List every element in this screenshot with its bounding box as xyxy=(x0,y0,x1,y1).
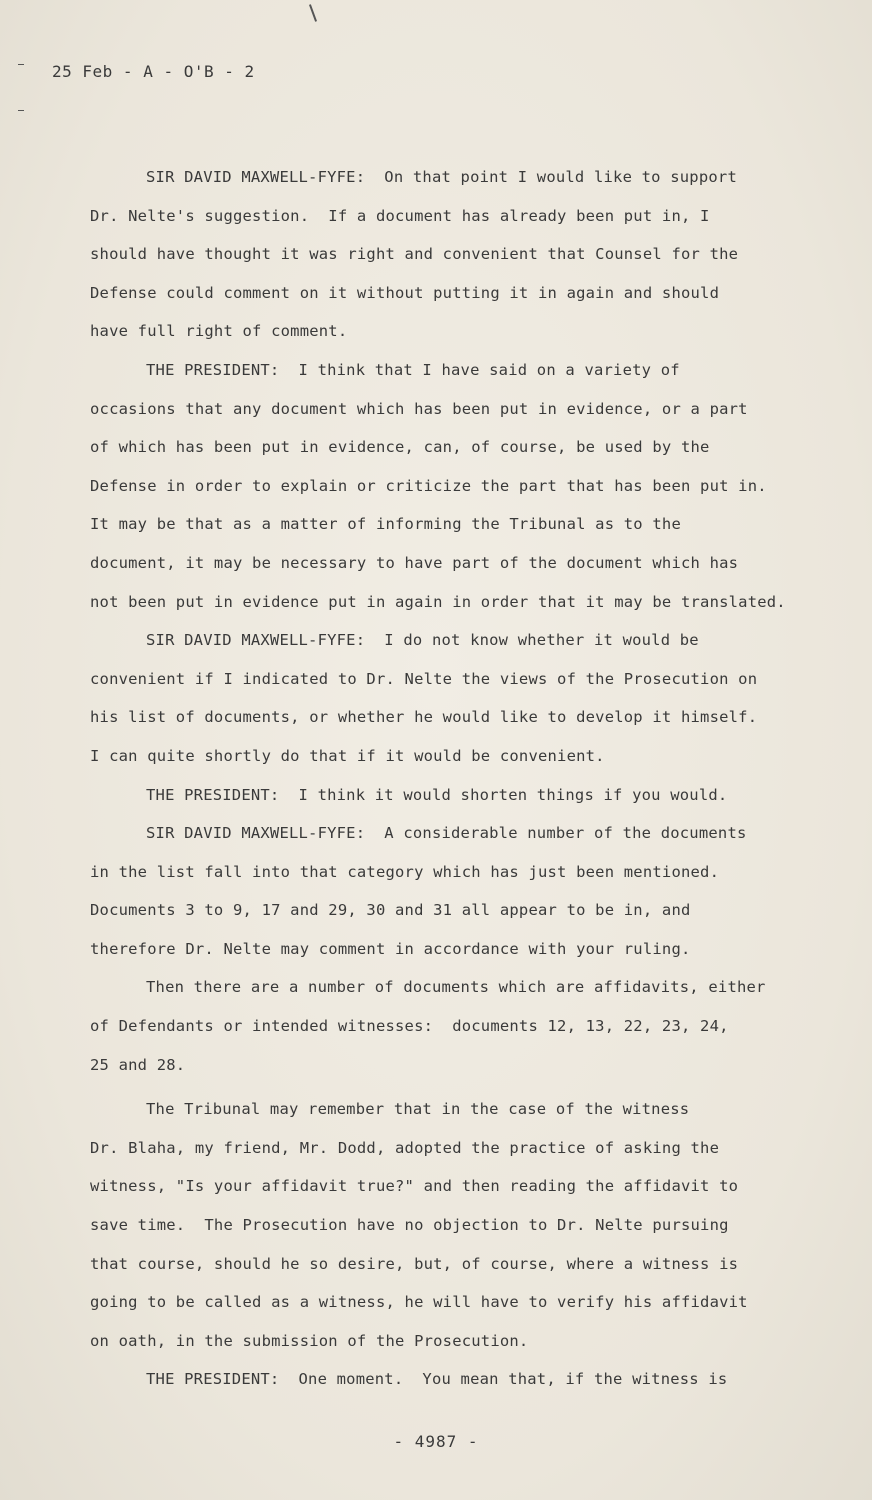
margin-dash xyxy=(18,110,24,111)
text-line: should have thought it was right and convenient that Counsel for the xyxy=(90,245,739,264)
text-line: THE PRESIDENT: One moment. You mean that, if the witness is xyxy=(146,1370,728,1389)
text-line: SIR DAVID MAXWELL-FYFE: I do not know whether it would be xyxy=(146,631,699,650)
text-line: of which has been put in evidence, can, of course, be used by the xyxy=(90,438,710,457)
text-line: I can quite shortly do that if it would be convenient. xyxy=(90,746,605,765)
text-line: occasions that any document which has been put in evidence, or a part xyxy=(90,399,748,418)
text-line: have full right of comment. xyxy=(90,322,348,341)
text-line: Dr. Nelte's suggestion. If a document has already been put in, I xyxy=(90,206,710,225)
text-line: save time. The Prosecution have no objection to Dr. Nelte pursuing xyxy=(90,1216,729,1235)
stray-mark xyxy=(309,4,317,22)
text-line: witness, "Is your affidavit true?" and then reading the affidavit to xyxy=(90,1177,739,1196)
text-line: that course, should he so desire, but, of course, where a witness is xyxy=(90,1254,739,1273)
text-line: SIR DAVID MAXWELL-FYFE: On that point I would like to support xyxy=(146,168,737,186)
text-line: on oath, in the submission of the Prosecution. xyxy=(90,1331,529,1350)
text-line: going to be called as a witness, he will have to verify his affidavit xyxy=(90,1293,748,1312)
text-line: convenient if I indicated to Dr. Nelte the views of the Prosecution on xyxy=(90,669,758,688)
text-line: Documents 3 to 9, 17 and 29, 30 and 31 all appear to be in, and xyxy=(90,901,691,920)
transcript-body xyxy=(90,158,802,1399)
text-line: of Defendants or intended witnesses: documents 12, 13, 22, 23, 24, xyxy=(90,1017,729,1036)
text-line: 25 and 28. xyxy=(90,1055,186,1074)
text-line: THE PRESIDENT: I think it would shorten things if you would. xyxy=(146,785,728,804)
margin-dash xyxy=(18,64,24,65)
text-line: THE PRESIDENT: I think that I have said on a variety of xyxy=(146,360,680,379)
text-line: SIR DAVID MAXWELL-FYFE: A considerable number of the documents xyxy=(146,824,747,843)
text-line: Then there are a number of documents which are affidavits, either xyxy=(146,978,766,997)
text-line: Defense in order to explain or criticize the part that has been put in. xyxy=(90,476,767,495)
text-line: document, it may be necessary to have part of the document which has xyxy=(90,553,739,572)
page-number: - 4987 - xyxy=(393,1432,479,1451)
text-line: Defense could comment on it without putting it in again and should xyxy=(90,283,720,302)
page-reference: 25 Feb - A - O'B - 2 xyxy=(52,62,255,81)
text-line: The Tribunal may remember that in the case of the witness xyxy=(146,1100,690,1119)
text-line: Dr. Blaha, my friend, Mr. Dodd, adopted the practice of asking the xyxy=(90,1138,720,1157)
text-line: in the list fall into that category which has just been mentioned. xyxy=(90,862,720,881)
text-line: his list of documents, or whether he would like to develop it himself. xyxy=(90,708,758,727)
text-line: therefore Dr. Nelte may comment in accordance with your ruling. xyxy=(90,939,691,958)
text-line: not been put in evidence put in again in order that it may be translated. xyxy=(90,592,786,611)
text-line: It may be that as a matter of informing the Tribunal as to the xyxy=(90,515,681,534)
